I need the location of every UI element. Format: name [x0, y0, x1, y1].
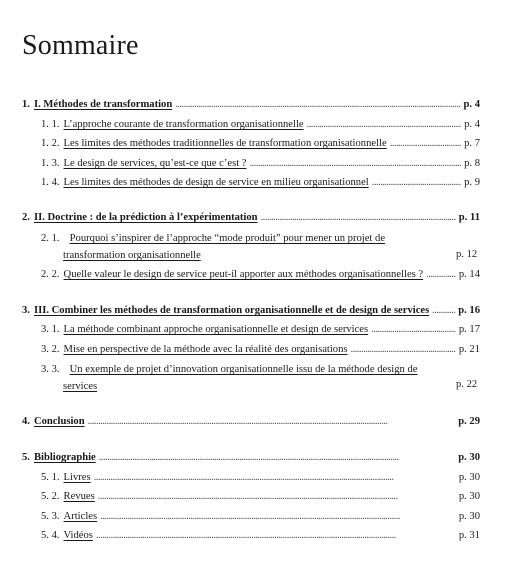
- toc-link-revues[interactable]: Revues: [63, 491, 95, 502]
- toc-number: 2. 1.: [41, 233, 60, 244]
- dot-leader: [432, 303, 455, 319]
- toc-link-livres[interactable]: Livres: [63, 472, 91, 483]
- toc-number: 3.: [22, 305, 30, 316]
- toc-number: 5.: [22, 452, 30, 463]
- dot-leader: [372, 175, 461, 191]
- dot-leader: [371, 322, 456, 338]
- dot-leader: [261, 210, 456, 226]
- toc-link-doctrine[interactable]: II. Doctrine : de la prédiction à l’expérimentation: [33, 212, 258, 223]
- toc-page: p. 29: [458, 416, 480, 427]
- toc-entry-1-4: [41, 175, 480, 191]
- toc-number: 2.: [22, 212, 30, 223]
- toc-number: 1. 1.: [41, 119, 60, 130]
- toc-entry-1-2: [41, 136, 480, 152]
- toc-entry-2-2: [41, 267, 480, 283]
- toc-entry-2-1: [41, 230, 480, 264]
- toc-page: p. 14: [458, 269, 480, 280]
- toc-link-exemple-projet[interactable]: Un exemple de projet d’innovation organisationnelle issu de la méthode design de: [69, 364, 418, 375]
- toc-entry-section-2: [22, 210, 480, 226]
- toc-number: 1. 2.: [41, 138, 60, 149]
- toc-link-conclusion[interactable]: Conclusion: [33, 416, 85, 427]
- toc-page: p. 30: [458, 491, 480, 502]
- toc-number: 3. 3.: [41, 364, 60, 375]
- dot-leader: [94, 470, 456, 486]
- toc-link-articles[interactable]: Articles: [63, 511, 98, 522]
- dot-leader: [88, 414, 456, 430]
- toc-entry-section-1: [22, 97, 480, 113]
- dot-leader: [96, 528, 456, 544]
- toc-link-exemple-projet-cont[interactable]: services: [63, 381, 98, 392]
- toc-page: p. 7: [464, 138, 480, 149]
- toc-page: p. 30: [458, 472, 480, 483]
- toc-link-methode-combinant[interactable]: La méthode combinant approche organisationnelle et design de services: [63, 324, 369, 335]
- toc-number: 2. 2.: [41, 269, 60, 280]
- toc-entry-5-3: [41, 509, 480, 525]
- toc-link-mode-produit[interactable]: Pourquoi s’inspirer de l’approche “mode produit” pour mener un projet de: [69, 233, 386, 244]
- toc-page: p. 11: [458, 212, 480, 223]
- toc-link-valeur-design-service[interactable]: Quelle valeur le design de service peut-il apporter aux méthodes organisationnelles ?: [63, 269, 424, 280]
- toc-link-approche-courante[interactable]: L’approche courante de transformation organisationnelle: [63, 119, 304, 130]
- toc-number: 3. 2.: [41, 344, 60, 355]
- toc-entry-section-4: [22, 414, 480, 430]
- toc-page: p. 4: [464, 119, 480, 130]
- toc-page: p. 16: [458, 305, 480, 316]
- toc-entry-3-2: [41, 342, 480, 358]
- toc-page: p. 12: [456, 249, 478, 260]
- toc-link-design-de-services[interactable]: Le design de services, qu’est-ce que c’est ?: [63, 158, 247, 169]
- toc-page: p. 22: [456, 379, 478, 390]
- toc-entry-5-2: [41, 489, 480, 505]
- toc-number: 3. 1.: [41, 324, 60, 335]
- toc-number: 5. 1.: [41, 472, 60, 483]
- page-title: Sommaire: [22, 30, 139, 61]
- toc-entry-3-1: [41, 322, 480, 338]
- toc-page: p. 30: [458, 452, 480, 463]
- toc-page: p. 17: [458, 324, 480, 335]
- toc-link-mise-en-perspective[interactable]: Mise en perspective de la méthode avec la réalité des organisations: [63, 344, 348, 355]
- toc-page: p. 8: [464, 158, 480, 169]
- toc-entry-1-1: [41, 117, 480, 133]
- toc-page: p. 21: [458, 344, 480, 355]
- toc-page: p. 4: [463, 99, 480, 110]
- toc-number: 1.: [22, 99, 30, 110]
- toc-number: 5. 2.: [41, 491, 60, 502]
- toc-link-methodes-transformation[interactable]: I. Méthodes de transformation: [33, 99, 173, 110]
- toc-link-bibliographie[interactable]: Bibliographie: [33, 452, 96, 463]
- toc-link-limites-design-service[interactable]: Les limites des méthodes de design de service en milieu organisationnel: [63, 177, 369, 188]
- dot-leader: [426, 267, 456, 283]
- toc-entry-5-4: [41, 528, 480, 544]
- toc-number: 5. 3.: [41, 511, 60, 522]
- toc-entry-section-5: [22, 450, 480, 466]
- toc-page: p. 9: [464, 177, 480, 188]
- toc-page: p. 30: [458, 511, 480, 522]
- toc-number: 1. 3.: [41, 158, 60, 169]
- toc-number: 5. 4.: [41, 530, 60, 541]
- dot-leader: [390, 136, 461, 152]
- toc-link-limites-traditionnelles[interactable]: Les limites des méthodes traditionnelles de transformation organisationnelle: [63, 138, 387, 149]
- dot-leader: [175, 97, 460, 113]
- toc-entry-section-3: [22, 303, 480, 319]
- dot-leader: [351, 342, 456, 358]
- dot-leader: [307, 117, 462, 133]
- dot-leader: [98, 489, 456, 505]
- toc-link-mode-produit-cont[interactable]: transformation organisationnelle: [63, 250, 201, 261]
- dot-leader: [100, 509, 456, 525]
- dot-leader: [250, 156, 462, 172]
- toc-number: 4.: [22, 416, 30, 427]
- toc-page: p. 31: [458, 530, 480, 541]
- toc-link-videos[interactable]: Vidéos: [63, 530, 93, 541]
- toc-entry-5-1: [41, 470, 480, 486]
- toc-link-combiner-methodes[interactable]: III. Combiner les méthodes de transformation organisationnelle et de design de services: [33, 305, 430, 316]
- toc-entry-1-3: [41, 156, 480, 172]
- toc-number: 1. 4.: [41, 177, 60, 188]
- dot-leader: [99, 450, 455, 466]
- toc-entry-3-3: [41, 361, 480, 395]
